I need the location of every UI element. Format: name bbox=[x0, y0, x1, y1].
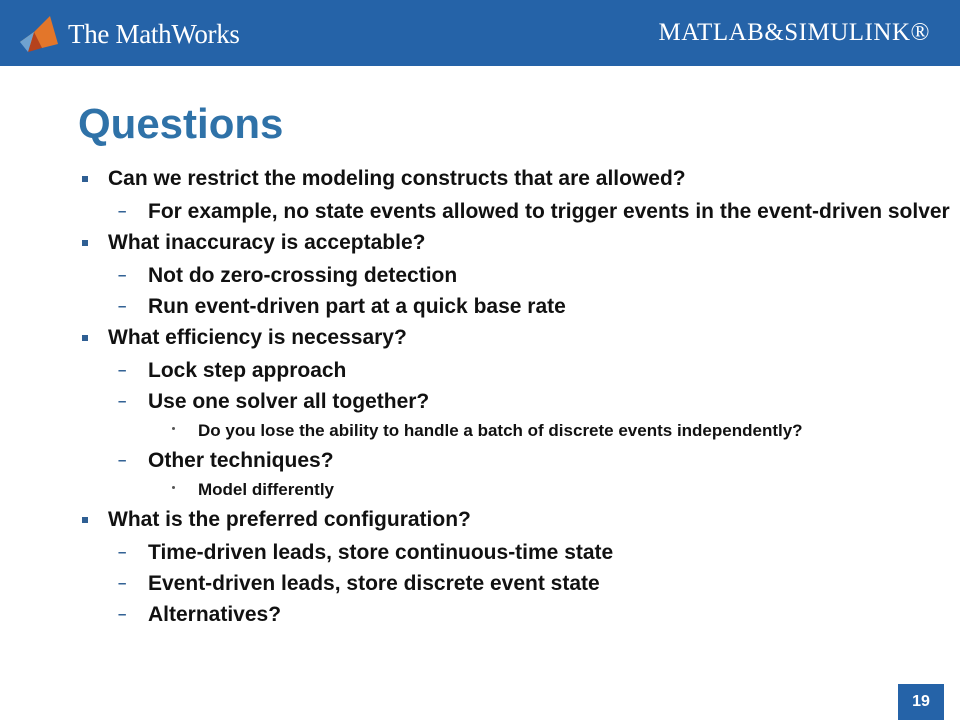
mathworks-brand-text: The MathWorks bbox=[68, 18, 240, 49]
bullet-level-2 bbox=[0, 201, 960, 222]
bullet-text: For example, no state events allowed to trigger events in the event-driven solver bbox=[148, 200, 950, 223]
bullet-level-1 bbox=[0, 509, 960, 530]
mathworks-logo bbox=[18, 12, 240, 56]
dash-bullet-icon: – bbox=[118, 575, 127, 592]
bullet-text: Not do zero-crossing detection bbox=[148, 264, 458, 287]
bullet-list bbox=[0, 168, 960, 635]
bullet-level-2 bbox=[0, 573, 960, 594]
square-bullet-icon bbox=[82, 335, 88, 341]
bullet-text: Event-driven leads, store discrete event state bbox=[148, 572, 600, 595]
bullet-level-3 bbox=[0, 422, 960, 440]
bullet-text: Time-driven leads, store continuous-time state bbox=[148, 541, 614, 564]
bullet-text: What inaccuracy is acceptable? bbox=[108, 231, 426, 254]
square-bullet-icon bbox=[82, 240, 88, 246]
dot-bullet-icon bbox=[172, 427, 175, 430]
dot-bullet-icon bbox=[172, 486, 175, 489]
bullet-text: What is the preferred configuration? bbox=[108, 508, 471, 531]
square-bullet-icon bbox=[82, 176, 88, 182]
page-number-badge: 19 bbox=[898, 684, 944, 720]
bullet-text: Use one solver all together? bbox=[148, 390, 430, 413]
dash-bullet-icon: – bbox=[118, 393, 127, 410]
bullet-level-2 bbox=[0, 604, 960, 625]
bullet-text: Other techniques? bbox=[148, 449, 334, 472]
bullet-text: Do you lose the ability to handle a batch of discrete events independently? bbox=[198, 421, 803, 440]
slide-title: Questions bbox=[78, 100, 284, 147]
membrane-logo-icon bbox=[18, 12, 62, 56]
bullet-level-2 bbox=[0, 391, 960, 412]
bullet-text: Can we restrict the modeling constructs that are allowed? bbox=[108, 167, 686, 190]
square-bullet-icon bbox=[82, 517, 88, 523]
dash-bullet-icon: – bbox=[118, 362, 127, 379]
dash-bullet-icon: – bbox=[118, 544, 127, 561]
bullet-text: Alternatives? bbox=[148, 603, 282, 626]
bullet-level-1 bbox=[0, 232, 960, 253]
header-bar bbox=[0, 0, 960, 66]
dash-bullet-icon: – bbox=[118, 452, 127, 469]
dash-bullet-icon: – bbox=[118, 298, 127, 315]
dash-bullet-icon: – bbox=[118, 203, 127, 220]
bullet-level-2 bbox=[0, 360, 960, 381]
bullet-level-2 bbox=[0, 296, 960, 317]
dash-bullet-icon: – bbox=[118, 606, 127, 623]
bullet-text: Model differently bbox=[198, 480, 335, 499]
bullet-level-3 bbox=[0, 481, 960, 499]
bullet-text: Lock step approach bbox=[148, 359, 347, 382]
bullet-text: What efficiency is necessary? bbox=[108, 326, 407, 349]
bullet-level-1 bbox=[0, 168, 960, 189]
dash-bullet-icon: – bbox=[118, 267, 127, 284]
bullet-level-2 bbox=[0, 450, 960, 471]
bullet-level-2 bbox=[0, 265, 960, 286]
matlab-simulink-logo: MATLAB&SIMULINK® bbox=[658, 19, 930, 46]
bullet-level-1 bbox=[0, 327, 960, 348]
bullet-text: Run event-driven part at a quick base rate bbox=[148, 295, 566, 318]
bullet-level-2 bbox=[0, 542, 960, 563]
